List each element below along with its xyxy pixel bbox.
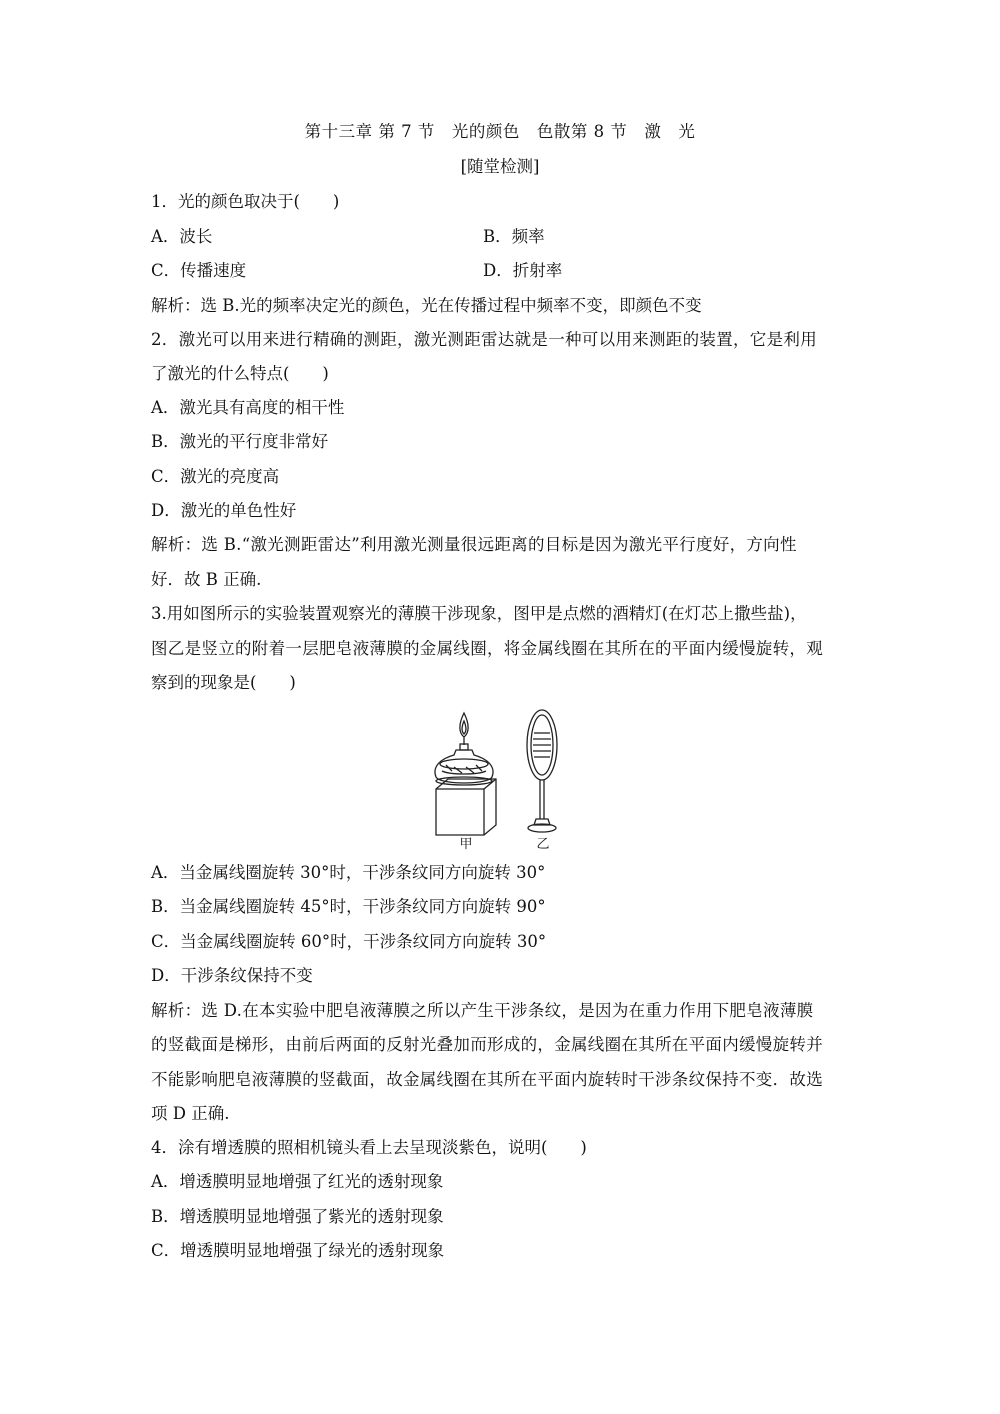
q3-option-a: A．当金属线圈旋转 30°时，干涉条纹同方向旋转 30°	[151, 863, 546, 882]
q3-analysis-line-1: 解析：选 D.在本实验中肥皂液薄膜之所以产生干涉条纹，是因为在重力作用下肥皂液薄膜	[151, 1001, 814, 1020]
q2-option-c: C．激光的亮度高	[151, 467, 280, 486]
q3-analysis-line-2: 的竖截面是梯形，由前后两面的反射光叠加而形成的，金属线圈在其所在平面内缓慢旋转并	[151, 1035, 823, 1054]
question-3-stem-line-3: 察到的现象是( )	[151, 673, 296, 692]
document-title: 第十三章 第 7 节 光的颜色 色散第 8 节 激 光	[304, 122, 696, 141]
q2-option-b: B．激光的平行度非常好	[151, 432, 329, 451]
section-subtitle: [随堂检测]	[460, 157, 540, 176]
q2-analysis-line-1: 解析：选 B.“激光测距雷达”利用激光测量很远距离的目标是因为激光平行度好，方向性	[151, 535, 797, 554]
q2-option-a: A．激光具有高度的相干性	[151, 398, 345, 417]
q3-analysis-line-3: 不能影响肥皂液薄膜的竖截面，故金属线圈在其所在平面内旋转时干涉条纹保持不变．故选	[151, 1070, 823, 1089]
question-4-stem: 4．涂有增透膜的照相机镜头看上去呈现淡紫色，说明( )	[151, 1138, 587, 1157]
base-block	[436, 779, 496, 835]
label-yi: 乙	[536, 837, 550, 851]
q4-option-b: B．增透膜明显地增强了紫光的透射现象	[151, 1207, 444, 1226]
q1-option-d: D．折射率	[483, 261, 563, 280]
q2-analysis-line-2: 好．故 B 正确.	[151, 570, 262, 589]
experiment-figure	[430, 707, 570, 851]
question-1-stem: 1．光的颜色取决于( )	[151, 192, 340, 211]
question-3-stem-line-1: 3.用如图所示的实验装置观察光的薄膜干涉现象，图甲是点燃的酒精灯(在灯芯上撒些盐)，	[151, 604, 807, 623]
q4-option-a: A．增透膜明显地增强了红光的透射现象	[151, 1172, 444, 1191]
q1-option-b: B．频率	[483, 227, 545, 246]
label-jia: 甲	[459, 837, 473, 851]
q1-analysis: 解析：选 B.光的频率决定光的颜色，光在传播过程中频率不变，即颜色不变	[151, 296, 702, 315]
q2-option-d: D．激光的单色性好	[151, 501, 297, 520]
q3-option-d: D．干涉条纹保持不变	[151, 966, 313, 985]
experiment-illustration	[430, 707, 570, 851]
question-2-stem-line-1: 2．激光可以用来进行精确的测距，激光测距雷达就是一种可以用来测距的装置，它是利用	[151, 330, 817, 349]
q1-option-c: C．传播速度	[151, 261, 247, 280]
q3-analysis-line-4: 项 D 正确.	[151, 1104, 230, 1123]
q3-option-b: B．当金属线圈旋转 45°时，干涉条纹同方向旋转 90°	[151, 897, 546, 916]
q3-option-c: C．当金属线圈旋转 60°时，干涉条纹同方向旋转 30°	[151, 932, 547, 951]
question-2-stem-line-2: 了激光的什么特点( )	[151, 364, 329, 383]
q4-option-c: C．增透膜明显地增强了绿光的透射现象	[151, 1241, 445, 1260]
question-3-stem-line-2: 图乙是竖立的附着一层肥皂液薄膜的金属线圈，将金属线圈在其所在的平面内缓慢旋转，观	[151, 639, 823, 658]
q1-option-a: A．波长	[151, 227, 213, 246]
